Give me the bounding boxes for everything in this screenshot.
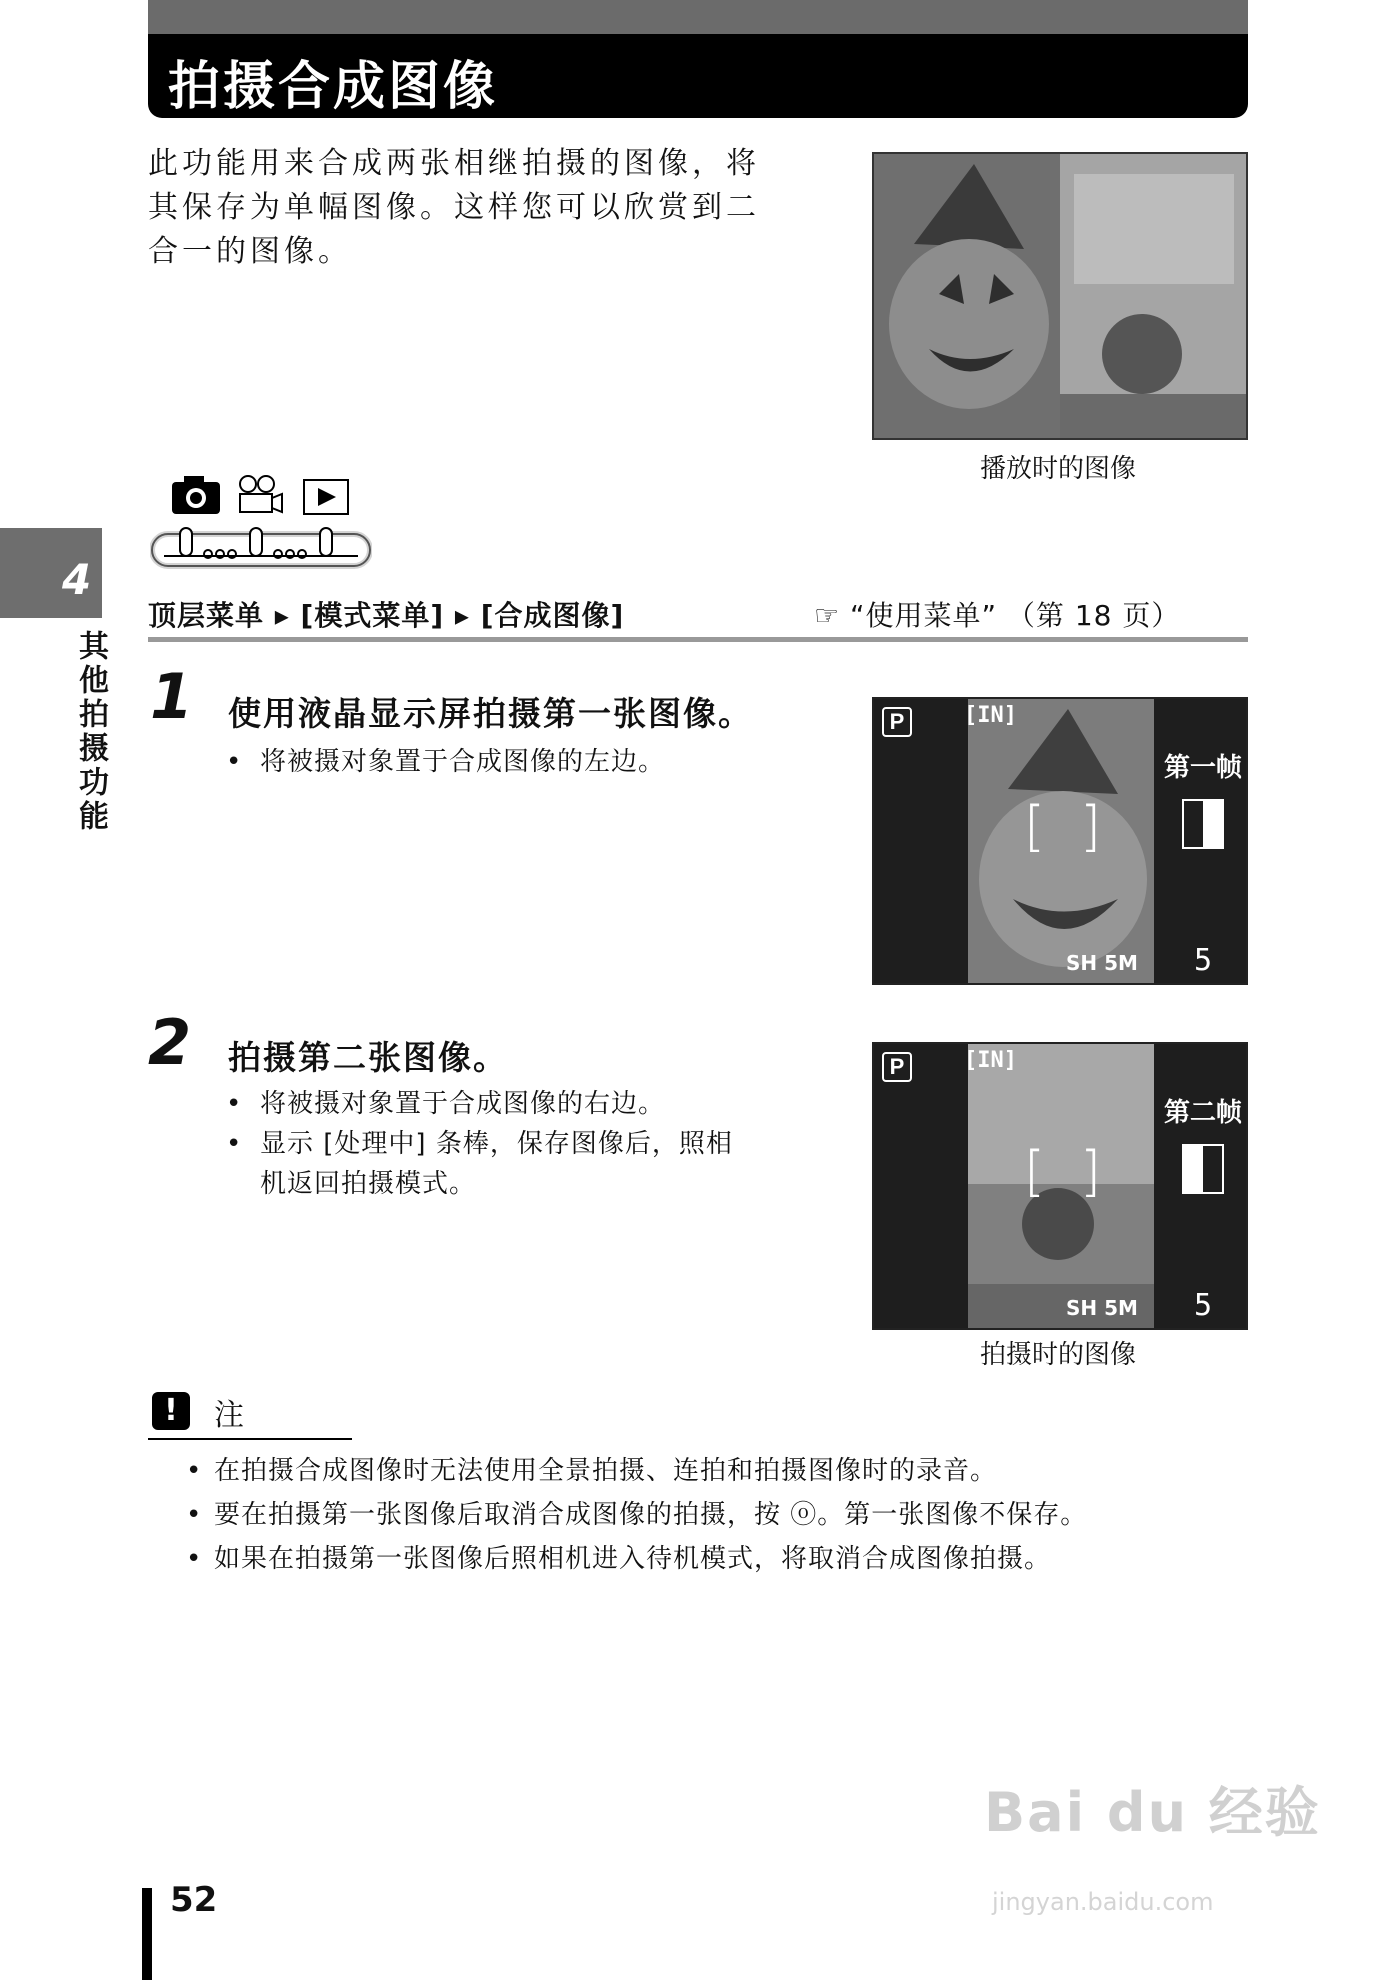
shots-remaining: 5	[1194, 1288, 1213, 1323]
mode-indicator: P	[882, 707, 912, 737]
af-bracket-left: [	[1024, 1140, 1046, 1203]
memory-indicator: [IN]	[964, 703, 1017, 728]
page-number-bar	[142, 1888, 152, 1980]
step-bullet-continued: 机返回拍摄模式。	[260, 1169, 477, 1199]
af-bracket-right: ]	[1080, 1140, 1102, 1203]
title-banner-top	[148, 0, 1248, 34]
lcd-screen-first	[872, 697, 1248, 985]
step-number: 2	[148, 1006, 192, 1079]
note-item: • 在拍摄合成图像时无法使用全景拍摄、连拍和拍摄图像时的录音。	[186, 1456, 998, 1486]
divider	[148, 637, 1248, 642]
lcd-viewfinder	[968, 699, 1154, 983]
step-number: 1	[150, 660, 194, 733]
playback-photo	[872, 152, 1248, 440]
step-bullet: • 将被摄对象置于合成图像的右边。	[226, 1089, 666, 1119]
camera-icon	[172, 476, 220, 514]
lcd-screen-second	[872, 1042, 1248, 1330]
intro-paragraph	[148, 142, 798, 274]
intro-line: 其保存为单幅图像。这样您可以欣赏到二	[148, 190, 760, 225]
memory-indicator: [IN]	[964, 1048, 1017, 1073]
page-number: 52	[170, 1880, 218, 1920]
mode-dial	[150, 520, 372, 570]
page-title: 拍摄合成图像	[168, 57, 499, 117]
af-bracket-right: ]	[1080, 795, 1102, 858]
lcd-viewfinder	[968, 1044, 1154, 1328]
note-item: • 要在拍摄第一张图像后取消合成图像的拍摄，按 ⓞ。第一张图像不保存。	[186, 1500, 1088, 1530]
frame-position-icon	[1182, 799, 1224, 849]
frame-label: 第二帧	[1164, 1098, 1243, 1128]
shooting-caption: 拍摄时的图像	[979, 1340, 1136, 1370]
intro-line: 此功能用来合成两张相继拍摄的图像，将	[148, 146, 760, 181]
composite-photo-image	[874, 154, 1246, 438]
step-bullet: • 显示 [处理中] 条棒，保存图像后，照相	[226, 1129, 733, 1159]
step-title: 拍摄第二张图像。	[228, 1038, 508, 1077]
frame-position-icon	[1182, 1144, 1224, 1194]
movie-icon	[240, 476, 282, 512]
shots-remaining: 5	[1194, 943, 1213, 978]
note-underline	[148, 1438, 352, 1440]
note-item: • 如果在拍摄第一张图像后照相机进入待机模式，将取消合成图像拍摄。	[186, 1544, 1052, 1574]
intro-line: 合一的图像。	[148, 234, 352, 269]
mode-icons	[168, 470, 368, 516]
image-quality: SH 5M	[1066, 1296, 1138, 1320]
step-title: 使用液晶显示屏拍摄第一张图像。	[228, 694, 753, 733]
playback-icon	[304, 480, 348, 514]
playback-caption: 播放时的图像	[979, 454, 1136, 484]
step-bullet: • 将被摄对象置于合成图像的左边。	[226, 747, 666, 777]
watermark-logo: Bai du 经验	[984, 1781, 1321, 1844]
menu-path: 顶层菜单 ▸ [模式菜单] ▸ [合成图像]	[148, 599, 625, 632]
note-icon: !	[152, 1392, 190, 1430]
chapter-label: 其他拍摄功能	[73, 630, 108, 834]
chapter-number: 4	[62, 555, 92, 604]
image-quality: SH 5M	[1066, 951, 1138, 975]
menu-reference: ☞ “使用菜单” （第 18 页）	[814, 599, 1181, 632]
watermark-url: jingyan.baidu.com	[992, 1888, 1214, 1916]
mode-indicator: P	[882, 1052, 912, 1082]
af-bracket-left: [	[1024, 795, 1046, 858]
frame-label: 第一帧	[1164, 753, 1243, 783]
note-label: 注	[214, 1398, 244, 1433]
